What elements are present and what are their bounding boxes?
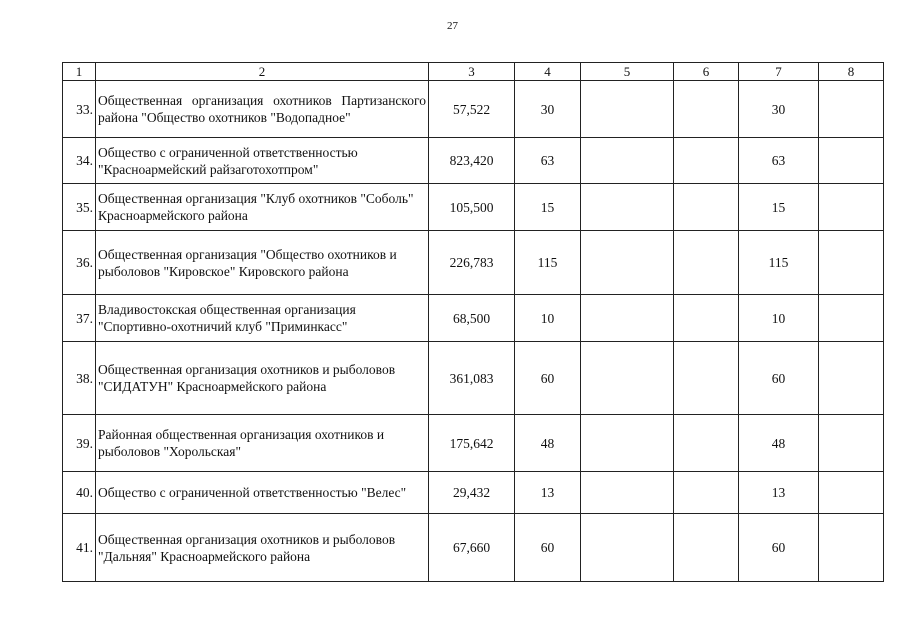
- organization-name: Общество с ограниченной ответственностью "Велес": [96, 472, 429, 514]
- column-header: 5: [581, 63, 674, 81]
- column-5-value: [581, 342, 674, 415]
- column-6-value: [674, 472, 739, 514]
- page-number: 27: [447, 20, 458, 32]
- table-row: [63, 231, 884, 295]
- area-value: 823,420: [429, 138, 515, 184]
- column-5-value: [581, 138, 674, 184]
- hunting-organizations-table: [62, 62, 884, 582]
- column-7-value: 13: [739, 472, 819, 514]
- organization-name: Общественная организация охотников и рыболовов "СИДАТУН" Красноармейского района: [96, 342, 429, 415]
- column-header: 3: [429, 63, 515, 81]
- area-value: 105,500: [429, 184, 515, 231]
- row-number: 33.: [63, 81, 96, 138]
- column-5-value: [581, 514, 674, 582]
- organization-name: Владивостокская общественная организация "Спортивно-охотничий клуб "Приминкасс": [96, 295, 429, 342]
- column-6-value: [674, 295, 739, 342]
- area-value: 57,522: [429, 81, 515, 138]
- quota-value: 30: [515, 81, 581, 138]
- organization-name: Районная общественная организация охотников и рыболовов "Хорольская": [96, 415, 429, 472]
- table-row: [63, 514, 884, 582]
- column-7-value: 115: [739, 231, 819, 295]
- column-5-value: [581, 295, 674, 342]
- row-number: 41.: [63, 514, 96, 582]
- organization-name: Общество с ограниченной ответственностью "Красноармейский райзаготохотпром": [96, 138, 429, 184]
- column-5-value: [581, 81, 674, 138]
- column-6-value: [674, 415, 739, 472]
- organization-name: Общественная организация "Общество охотников и рыболовов "Кировское" Кировского района: [96, 231, 429, 295]
- column-8-value: [819, 415, 884, 472]
- column-header: 2: [96, 63, 429, 81]
- column-number-header-row: [63, 63, 884, 81]
- row-number: 38.: [63, 342, 96, 415]
- area-value: 361,083: [429, 342, 515, 415]
- table-row: [63, 295, 884, 342]
- column-5-value: [581, 415, 674, 472]
- column-7-value: 63: [739, 138, 819, 184]
- column-header: 4: [515, 63, 581, 81]
- column-7-value: 30: [739, 81, 819, 138]
- column-7-value: 48: [739, 415, 819, 472]
- column-8-value: [819, 184, 884, 231]
- organization-name: Общественная организация "Клуб охотников "Соболь" Красноармейского района: [96, 184, 429, 231]
- column-7-value: 15: [739, 184, 819, 231]
- column-6-value: [674, 138, 739, 184]
- column-5-value: [581, 231, 674, 295]
- column-6-value: [674, 184, 739, 231]
- area-value: 226,783: [429, 231, 515, 295]
- column-6-value: [674, 514, 739, 582]
- quota-value: 60: [515, 514, 581, 582]
- table-row: [63, 415, 884, 472]
- column-6-value: [674, 81, 739, 138]
- column-5-value: [581, 184, 674, 231]
- table-row: [63, 342, 884, 415]
- column-8-value: [819, 138, 884, 184]
- column-7-value: 60: [739, 342, 819, 415]
- row-number: 35.: [63, 184, 96, 231]
- area-value: 175,642: [429, 415, 515, 472]
- row-number: 40.: [63, 472, 96, 514]
- column-5-value: [581, 472, 674, 514]
- row-number: 39.: [63, 415, 96, 472]
- quota-value: 13: [515, 472, 581, 514]
- quota-value: 115: [515, 231, 581, 295]
- column-8-value: [819, 514, 884, 582]
- row-number: 36.: [63, 231, 96, 295]
- column-8-value: [819, 81, 884, 138]
- area-value: 29,432: [429, 472, 515, 514]
- column-6-value: [674, 342, 739, 415]
- column-8-value: [819, 472, 884, 514]
- column-header: 1: [63, 63, 96, 81]
- organization-name: Общественная организация охотников Партизанского района "Общество охотников "Водопадное": [96, 81, 429, 138]
- area-value: 67,660: [429, 514, 515, 582]
- table-row: [63, 184, 884, 231]
- table-row: [63, 81, 884, 138]
- column-6-value: [674, 231, 739, 295]
- quota-value: 63: [515, 138, 581, 184]
- column-header: 8: [819, 63, 884, 81]
- area-value: 68,500: [429, 295, 515, 342]
- row-number: 34.: [63, 138, 96, 184]
- quota-value: 60: [515, 342, 581, 415]
- organization-name: Общественная организация охотников и рыболовов "Дальняя" Красноармейского района: [96, 514, 429, 582]
- row-number: 37.: [63, 295, 96, 342]
- quota-value: 10: [515, 295, 581, 342]
- column-8-value: [819, 295, 884, 342]
- table-row: [63, 138, 884, 184]
- column-7-value: 60: [739, 514, 819, 582]
- column-7-value: 10: [739, 295, 819, 342]
- quota-value: 48: [515, 415, 581, 472]
- column-8-value: [819, 231, 884, 295]
- quota-value: 15: [515, 184, 581, 231]
- column-header: 6: [674, 63, 739, 81]
- table-row: [63, 472, 884, 514]
- column-header: 7: [739, 63, 819, 81]
- column-8-value: [819, 342, 884, 415]
